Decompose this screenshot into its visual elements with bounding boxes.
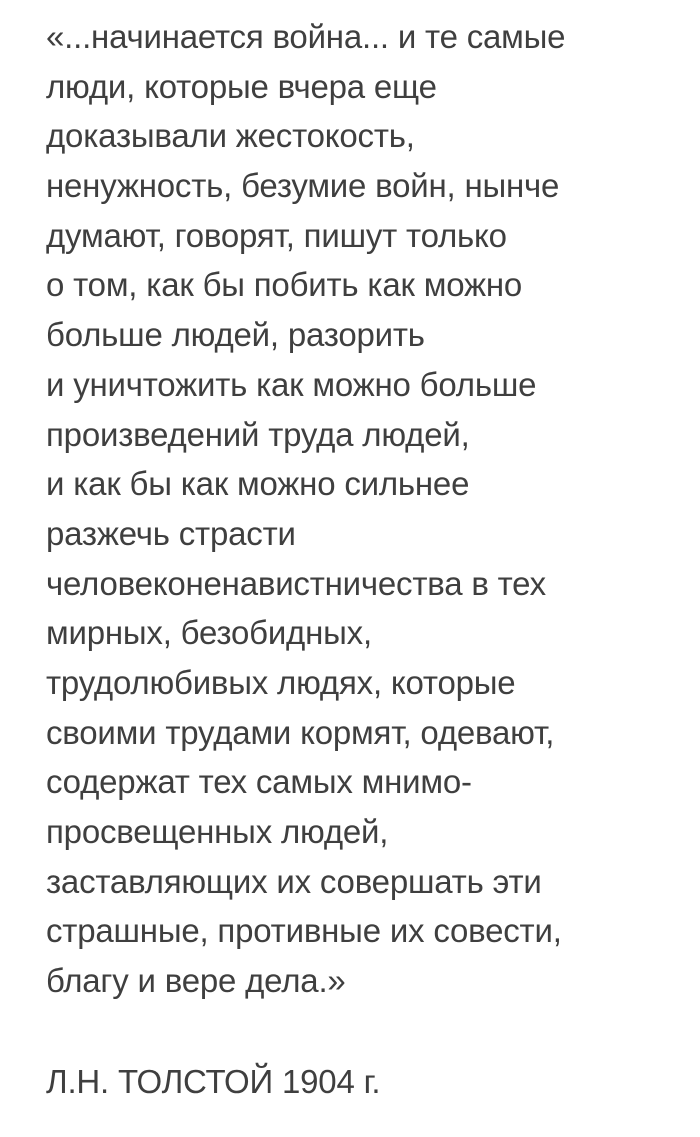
quote-line: страшные, противные их совести, bbox=[46, 912, 562, 950]
quote-line: «...начинается война... и те самые bbox=[46, 18, 566, 55]
quote-text bbox=[46, 12, 686, 1006]
quote-line: мирных, безобидных, bbox=[46, 614, 372, 652]
quote-line: разжечь страсти bbox=[46, 514, 296, 552]
quote-line: думают, говорят, пишут только bbox=[46, 216, 507, 254]
author-signature: Л.Н. ТОЛСТОЙ 1904 г. bbox=[46, 1063, 381, 1100]
quote-line: о том, как бы побить как можно bbox=[46, 266, 523, 304]
quote-line: и как бы как можно сильнее bbox=[46, 465, 470, 503]
quote-line: благу и вере дела.» bbox=[46, 962, 346, 1000]
quote-line: человеконенавистничества в тех bbox=[46, 564, 546, 602]
quote-line: своими трудами кормят, одевают, bbox=[46, 713, 555, 751]
quote-line: ненужность, безумие войн, нынче bbox=[46, 167, 560, 205]
quote-line: и уничтожить как можно больше bbox=[46, 365, 537, 403]
quote-line: люди, которые вчера еще bbox=[46, 67, 437, 105]
quote-line: трудолюбивых людях, которые bbox=[46, 663, 516, 701]
quote-line: доказывали жестокость, bbox=[46, 117, 415, 155]
quote-line: произведений труда людей, bbox=[46, 415, 470, 453]
quote-line: больше людей, разорить bbox=[46, 316, 425, 354]
quote-line: содержат тех самых мнимо- bbox=[46, 763, 472, 801]
quote-line: заставляющих их совершать эти bbox=[46, 862, 542, 900]
quote-line: просвещенных людей, bbox=[46, 813, 389, 850]
